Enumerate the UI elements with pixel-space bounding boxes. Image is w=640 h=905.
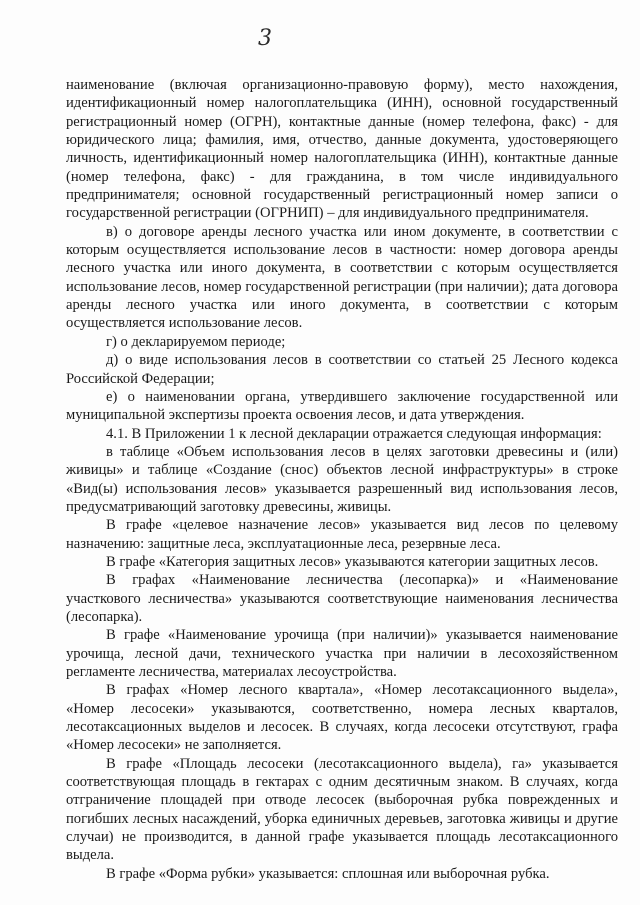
paragraph-section-4-1: 4.1. В Приложении 1 к лесной декларации отражается следующая информация:	[106, 425, 602, 442]
paragraph-forest-use-type: д) о виде использования лесов в соответствии со статьей 25 Лесного кодекса Российской Федерации;	[66, 352, 618, 387]
paragraph-tract-name: В графе «Наименование урочища (при наличии)» указывается наименование урочища, лесной дачи, технического участка при наличии в лесохозяйственном регламенте лесничества, материалах лесоустройства.	[66, 627, 618, 680]
paragraph-quarter-numbers: В графах «Номер лесного квартала», «Номер лесотаксационного выдела», «Номер лесосеки» указываются, соответственно, номера лесных кварталов, лесотаксационных выделов и лесосек. В случаях, когда лесосеки отсутствуют, графа «Номер лесосеки» не заполняется.	[66, 682, 618, 754]
paragraph-target-purpose: В графе «целевое назначение лесов» указывается вид лесов по целевому назначению: защитные леса, эксплуатационные леса, резервные леса.	[66, 517, 618, 552]
paragraph-tables-usage: в таблице «Объем использования лесов в целях заготовки древесины и (или) живицы» и таблице «Создание (снос) объектов лесной инфраструктуры» в строке «Вид(ы) использования лесов» указывается разрешенный вид использования лесов, предусматривающий заготовку древесины, живицы.	[66, 443, 618, 515]
document-body	[66, 76, 618, 883]
paragraph-protective-category: В графе «Категория защитных лесов» указываются категории защитных лесов.	[106, 553, 599, 570]
page-number: 3	[258, 26, 272, 51]
paragraph-felling-form: В графе «Форма рубки» указывается: сплошная или выборочная рубка.	[106, 865, 550, 882]
paragraph-declared-period: г) о декларируемом периоде;	[106, 333, 286, 350]
paragraph-forestry-name: В графах «Наименование лесничества (лесопарка)» и «Наименование участкового лесничества» указываются соответствующие наименования лесничества (лесопарка).	[66, 572, 618, 625]
paragraph-lease-agreement: в) о договоре аренды лесного участка или ином документе, в соответствии с которым осуществляется использование лесов в частности: номер договора аренды лесного участка или иного документа, в соответствии с которым осуществляется использование лесов, номер государственной регистрации (при наличии); дата договора аренды лесного участка или иного документа, в соответствии с которым осуществляется использование лесов.	[66, 223, 618, 332]
paragraph-expertise-authority: е) о наименовании органа, утвердившего заключение государственной или муниципальной экспертизы проекта освоения лесов, и дата утверждения.	[66, 388, 618, 424]
paragraph-cutting-area: В графе «Площадь лесосеки (лесотаксационного выдела), га» указывается соответствующая площадь в гектарах с одним десятичным знаком. В случаях, когда отграничение площадей при отводе лесосек (выборочная рубка поврежденных и погибших лесных насаждений, уборка единичных деревьев, заготовка живицы и другие случаи) не производится, в данной графе указывается площадь лесотаксационного выдела.	[66, 755, 618, 864]
paragraph-applicant-info: наименование (включая организационно-правовую форму), место нахождения, идентификационный номер налогоплательщика (ИНН), основной государственный регистрационный номер (ОГРН), контактные данные (номер телефона, факс) - для юридического лица; фамилия, имя, отчество, данные документа, удостоверяющего личность, идентификационный номер налогоплательщика (ИНН), контактные данные (номер телефона, факс) - для гражданина, в том числе индивидуального предпринимателя; основной государственный регистрационный номер записи о государственной регистрации (ОГРНИП) – для индивидуального предпринимателя.	[66, 77, 618, 222]
